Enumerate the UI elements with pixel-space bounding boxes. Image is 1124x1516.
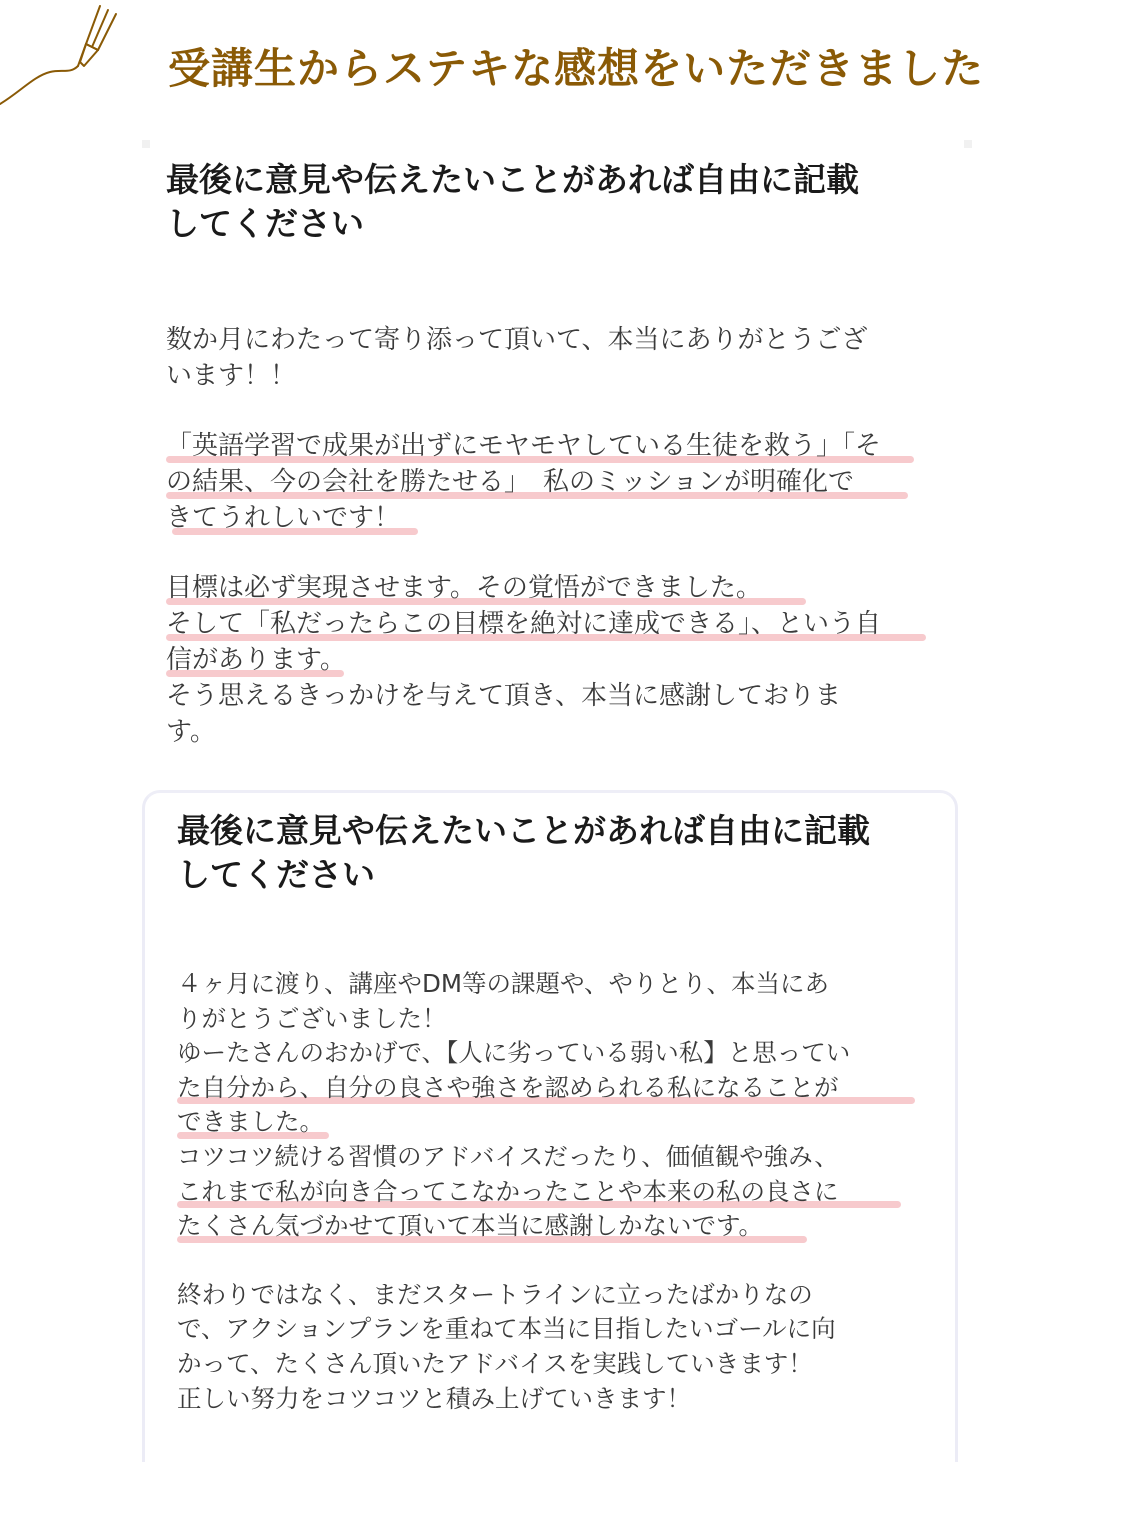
answer-line: 終わりではなく、まだスタートラインに立ったばかりなの [177, 1279, 813, 1309]
answer-line: そう思えるきっかけを与えて頂き、本当に感謝しておりま [166, 681, 841, 711]
answer-line: りがとうございました！ [177, 1003, 447, 1033]
answer-line: ゆーたさんのおかげで、【人に劣っている弱い私】と思ってい [177, 1038, 851, 1068]
pencil-icon [0, 0, 130, 115]
answer-line: た自分から、自分の良さや強さを認められる私になることが [177, 1071, 850, 1106]
answer-line: かって、たくさん頂いたアドバイスを実践していきます！ [177, 1348, 813, 1378]
answer-line: の結果、今の会社を勝たせる」 私のミッションが明確化で [166, 464, 881, 500]
answer-line: 目標は必ず実現させます。その覚悟ができました。 [166, 570, 881, 606]
answer-paragraph [166, 428, 881, 536]
answer-paragraph [177, 967, 850, 1244]
question-heading [177, 809, 967, 897]
answer-text [166, 322, 881, 784]
answer-line: います！！ [166, 361, 297, 391]
answer-line: 信があります。 [166, 645, 346, 675]
answer-line: きてうれしいです！ [166, 500, 881, 536]
answer-line: 数か月にわたって寄り添って頂いて、本当にありがとうござ [166, 325, 868, 355]
question-line: 最後に意見や伝えたいことがあれば自由に記載 [166, 160, 859, 199]
card-corner-mark [142, 140, 150, 148]
question-line: してください [166, 204, 364, 243]
question-line: してください [177, 855, 375, 894]
answer-paragraph [166, 570, 881, 750]
feedback-card-1 [142, 140, 972, 770]
answer-line: これまで私が向き合ってこなかったことや本来の私の良さに [177, 1175, 850, 1210]
answer-line: す。 [166, 717, 216, 747]
answer-line: 「英語学習で成果が出ずにモヤモヤしている生徒を救う」「そ [166, 428, 881, 464]
answer-paragraph [166, 322, 881, 394]
feedback-card-2 [142, 790, 958, 1462]
answer-line: たくさん気づかせて頂いて本当に感謝しかないです。 [177, 1209, 850, 1244]
question-heading [166, 158, 956, 246]
question-line: 最後に意見や伝えたいことがあれば自由に記載 [177, 811, 870, 850]
answer-line: コツコツ続ける習慣のアドバイスだったり、価値観や強み、 [177, 1141, 839, 1171]
page-title: 受講生からステキな感想をいただきました [168, 44, 985, 93]
answer-line: ４ヶ月に渡り、講座やDM等の課題や、やりとり、本当にあ [177, 969, 830, 998]
answer-line: そして「私だったらこの目標を絶対に達成できる」、という自 [166, 606, 881, 642]
answer-line: で、アクションプランを重ねて本当に目指したいゴールに向 [177, 1314, 836, 1344]
answer-paragraph [177, 1278, 850, 1416]
answer-text [177, 967, 850, 1450]
answer-line: できました。 [177, 1105, 850, 1140]
card-corner-mark [964, 140, 972, 148]
answer-line: 正しい努力をコツコツと積み上げていきます！ [177, 1383, 692, 1413]
